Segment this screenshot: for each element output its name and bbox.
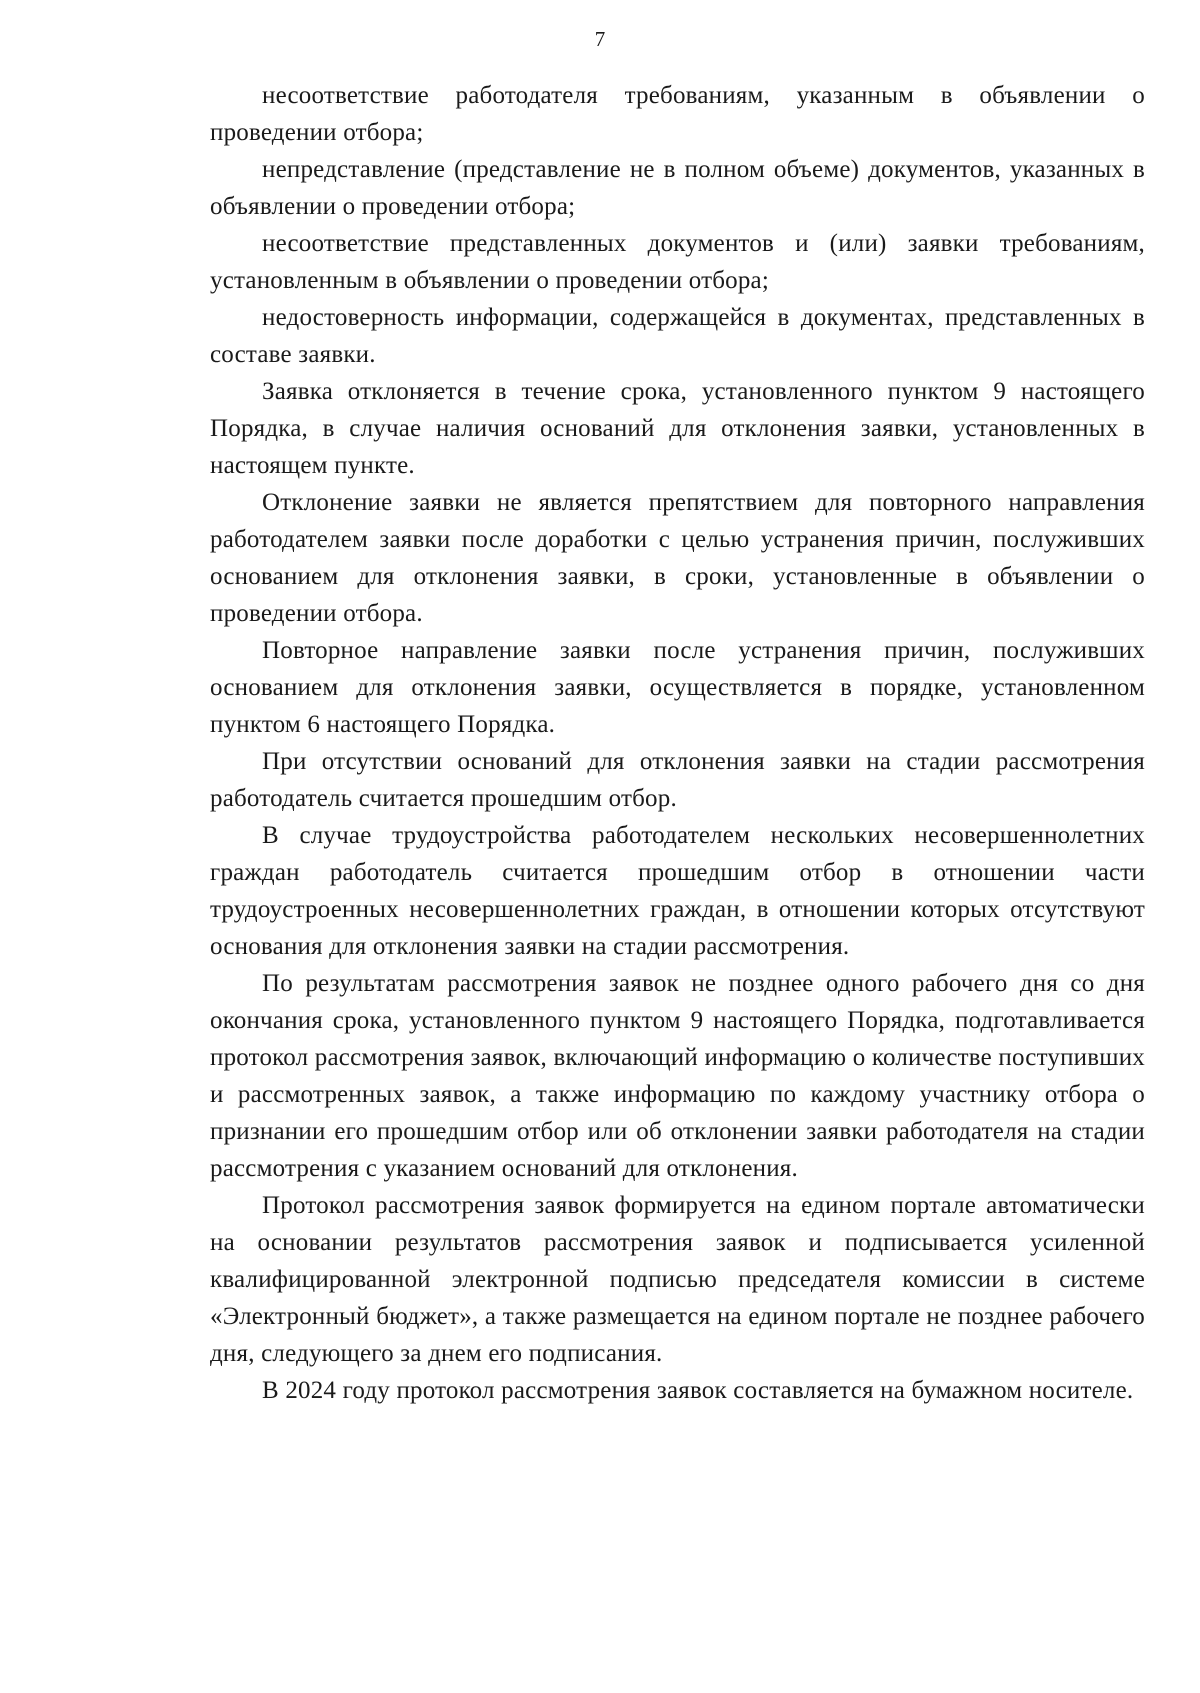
paragraph: Повторное направление заявки после устранения причин, послуживших основанием для отклонения заявки, осуществляется в порядке, установленном пунктом 6 настоящего Порядка. bbox=[210, 637, 1145, 738]
paragraph: При отсутствии оснований для отклонения заявки на стадии рассмотрения работодатель считается прошедшим отбор. bbox=[210, 748, 1145, 812]
paragraph: По результатам рассмотрения заявок не позднее одного рабочего дня со дня окончания срока, установленного пунктом 9 настоящего Порядка, подготавливается протокол рассмотрения заявок, включающий информацию о количестве поступивших и рассмотренных заявок, а также информацию по каждому участнику отбора о признании его прошедшим отбор или об отклонении заявки работодателя на стадии рассмотрения с указанием оснований для отклонения. bbox=[210, 970, 1145, 1182]
paragraph: В 2024 году протокол рассмотрения заявок составляется на бумажном носителе. bbox=[262, 1377, 1134, 1404]
paragraph: недостоверность информации, содержащейся в документах, представленных в составе заявки. bbox=[210, 304, 1145, 368]
paragraph: Отклонение заявки не является препятствием для повторного направления работодателем заявки после доработки с целью устранения причин, послуживших основанием для отклонения заявки, в сроки, установленные в объявлении о проведении отбора. bbox=[210, 489, 1145, 627]
page-number: 7 bbox=[594, 27, 606, 51]
paragraph: В случае трудоустройства работодателем нескольких несовершеннолетних граждан работодатель считается прошедшим отбор в отношении части трудоустроенных несовершеннолетних граждан, в отношении которых отсутствуют основания для отклонения заявки на стадии рассмотрения. bbox=[210, 822, 1145, 960]
paragraph: непредставление (представление не в полном объеме) документов, указанных в объявлении о проведении отбора; bbox=[210, 156, 1145, 220]
document-body bbox=[210, 77, 1145, 1409]
paragraph: несоответствие представленных документов и (или) заявки требованиям, установленным в объявлении о проведении отбора; bbox=[210, 230, 1145, 294]
paragraph: Заявка отклоняется в течение срока, установленного пунктом 9 настоящего Порядка, в случае наличия оснований для отклонения заявки, установленных в настоящем пункте. bbox=[210, 378, 1145, 479]
paragraph: несоответствие работодателя требованиям, указанным в объявлении о проведении отбора; bbox=[210, 82, 1145, 146]
paragraph: Протокол рассмотрения заявок формируется на едином портале автоматически на основании результатов рассмотрения заявок и подписывается усиленной квалифицированной электронной подписью председателя комиссии в системе «Электронный бюджет», а также размещается на едином портале не позднее рабочего дня, следующего за днем его подписания. bbox=[210, 1192, 1145, 1367]
